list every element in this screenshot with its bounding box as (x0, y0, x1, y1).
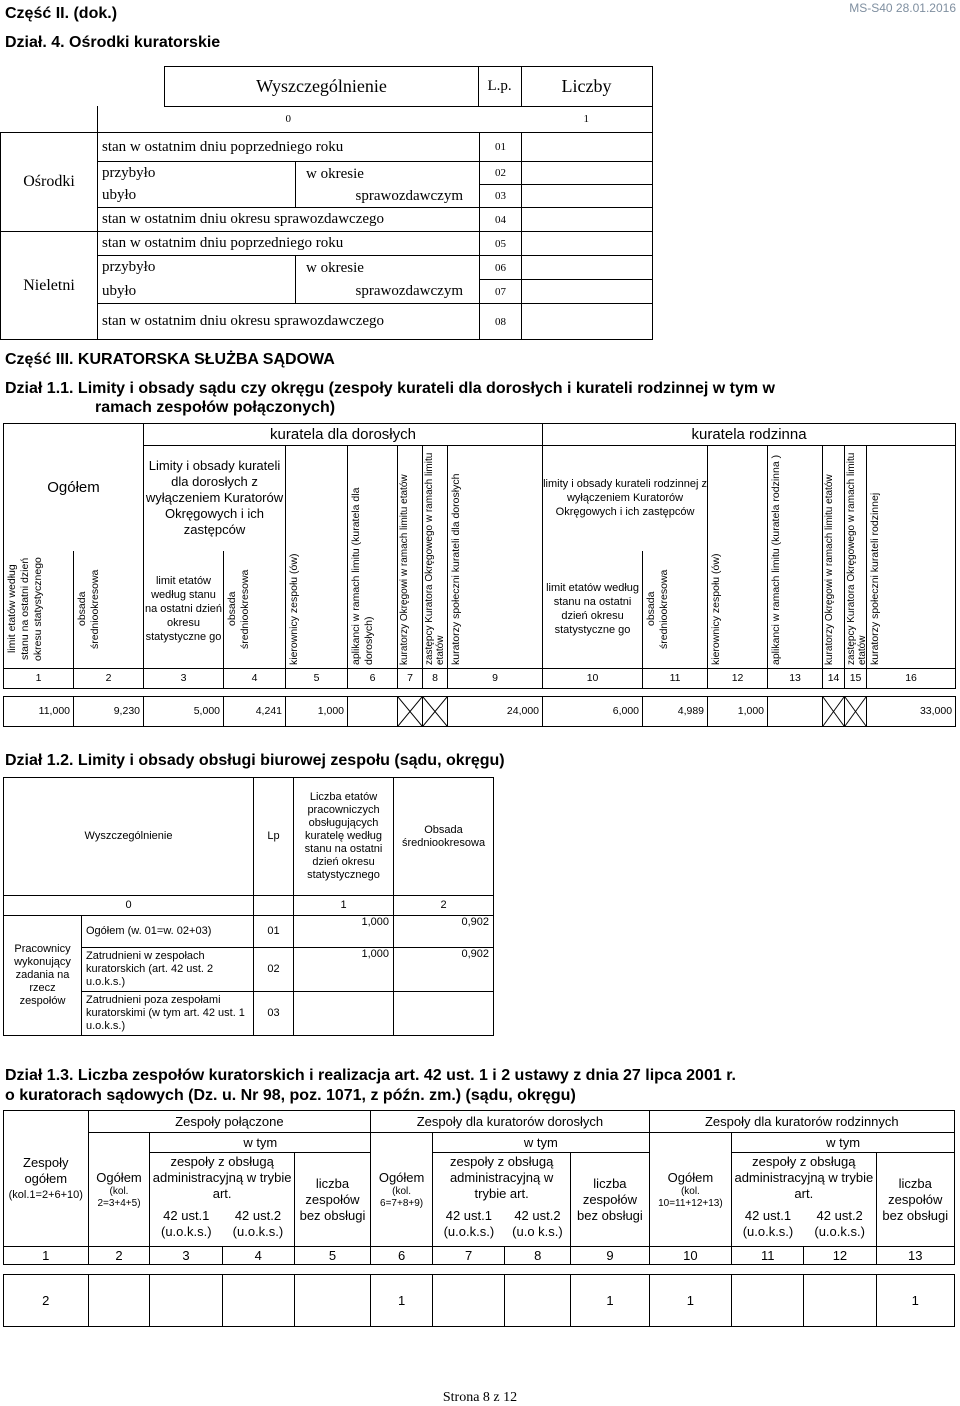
colnum: 3 (144, 669, 224, 689)
value-cell[interactable] (732, 1275, 804, 1327)
zespoly-z-obsluga: zespoły z obsługą administracyjną w trybie art. (732, 1153, 876, 1203)
section11-title: Dział 1.1. Limity i obsady sądu czy okręgu (zespoły kurateli dla dorosłych i kurateli rodzinnej w tym w ramach zespołów połączonych) (5, 380, 775, 416)
colnum: 2 (74, 669, 144, 689)
aplikanci-d-header: aplikanci w ramach limitu (kuratela dla dorosłych) (350, 487, 375, 665)
bez-obslugi: liczba zespołów bez obsługi (294, 1153, 370, 1247)
period-label-2: w okresie sprawozdawczym (296, 256, 480, 304)
value-cell[interactable]: 9,230 (74, 697, 144, 727)
colnum: 5 (294, 1247, 370, 1265)
kuratela-dorosli-header: kuratela dla dorosłych (144, 424, 543, 446)
ust2: 42 ust.2 (u.o.k.s.) (222, 1203, 294, 1247)
colnum: 8 (423, 669, 448, 689)
ust2: 42 ust.2 (u.o.k.s.) (804, 1203, 876, 1247)
value-cell[interactable] (294, 1275, 370, 1327)
value-cell[interactable]: 1,000 (708, 697, 768, 727)
colnum: 2 (394, 896, 494, 916)
group-dorosli-header: Zespoły dla kuratorów dorosłych (371, 1111, 649, 1133)
obsada-header: obsada średniookresowa (76, 569, 101, 649)
wyszczegolnienie-header: Wyszczególnienie (4, 778, 254, 896)
row-02-v2[interactable]: 0,902 (394, 948, 494, 992)
colnum: 9 (448, 669, 543, 689)
colnum: 2 (88, 1247, 150, 1265)
crossed-cell (845, 697, 867, 727)
kuratela-rodzinna-header: kuratela rodzinna (543, 424, 956, 446)
value-cell[interactable]: 1 (876, 1275, 954, 1327)
w-tym-polaczone: w tym (150, 1133, 371, 1153)
section13-table (3, 1110, 955, 1327)
row-08-value[interactable] (522, 304, 653, 340)
crossed-cell (823, 697, 845, 727)
ust1: 42 ust.1 (u.o.k.s.) (150, 1203, 222, 1247)
value-cell[interactable] (88, 1275, 150, 1327)
page-footer: Strona 8 z 12 (442, 1390, 518, 1405)
colnum: 12 (708, 669, 768, 689)
part3-title: Część III. KURATORSKA SŁUŻBA SĄDOWA (5, 351, 335, 368)
colnum: 6 (348, 669, 398, 689)
section13-colnumbers (4, 1247, 955, 1265)
row-02-value[interactable] (522, 162, 653, 185)
row-08-text: stan w ostatnim dniu okresu sprawozdawczego (98, 304, 480, 340)
zastepcy-d-header: zastępcy Kuratora Okręgowego w ramach limitu etatów (424, 452, 446, 665)
colnum: 8 (505, 1247, 571, 1265)
zastepcy-r-header: zastępcy Kuratora Okręgowego w ramach limitu etatów (846, 452, 869, 665)
value-cell[interactable]: 11,000 (4, 697, 74, 727)
osrodki-label: Ośrodki (1, 133, 98, 232)
col-number-0: 0 (97, 106, 479, 132)
crossed-cell (398, 697, 423, 727)
value-cell[interactable]: 2 (4, 1275, 89, 1327)
colnum: 16 (867, 669, 956, 689)
row-01-lp: 01 (254, 916, 294, 948)
row-06-text: przybyło (98, 256, 296, 280)
colnum: 5 (286, 669, 348, 689)
obsada-r-header: obsada średniookresowa (645, 569, 671, 649)
colnum: 13 (876, 1247, 954, 1265)
value-cell[interactable]: 1,000 (286, 697, 348, 727)
row-02-v1[interactable]: 1,000 (294, 948, 394, 992)
row-07-value[interactable] (522, 280, 653, 304)
osrodki-body (0, 106, 653, 132)
colnum: 13 (768, 669, 823, 689)
colnum: 1 (4, 1247, 89, 1265)
colnum: 11 (732, 1247, 804, 1265)
colnum: 10 (543, 669, 643, 689)
spoleczni-r-header: kuratorzy społeczni kurateli rodzinnej (869, 492, 882, 665)
row-03-lp: 03 (254, 992, 294, 1036)
group-polaczone-header: Zespoły połączone (88, 1111, 371, 1133)
document-id: MS-S40 28.01.2016 (849, 1, 956, 15)
colnum: 14 (823, 669, 845, 689)
row-02-text: przybyło (98, 162, 296, 185)
section13-values-row (4, 1275, 955, 1327)
limity-dorosli-header: Limity i obsady kurateli dla dorosłych z wyłączeniem Kuratorów Okręgowych i ich zastępców (144, 446, 286, 551)
row-05-value[interactable] (522, 232, 653, 256)
nieletni-label: Nieletni (1, 232, 98, 340)
kierownicy-r-header: kierownicy zespołu (ów) (710, 553, 723, 665)
wyszczegolnienie-header: Wyszczególnienie (165, 67, 479, 107)
colnum: 6 (371, 1247, 433, 1265)
zespoly-z-obsluga: zespoły z obsługą administracyjną w trybie art. (150, 1153, 294, 1203)
ogolem-header: Ogółem (4, 424, 144, 551)
colnum: 3 (150, 1247, 222, 1265)
kierownicy-d-header: kierownicy zespołu (ów) (288, 553, 300, 665)
value-cell[interactable]: 24,000 (448, 697, 543, 727)
bez-obslugi: liczba zespołów bez obsługi (571, 1153, 649, 1247)
zespoly-z-obsluga: zespoły z obsługą administracyjną w trybie art. (433, 1153, 571, 1203)
colnum: 0 (4, 896, 254, 916)
limity-rodzinna-header: limity i obsady kurateli rodzinnej z wyłączeniem Kuratorów Okręgowych i ich zastępców (543, 446, 708, 551)
crossed-cell (423, 697, 448, 727)
bez-obslugi: liczba zespołów bez obsługi (876, 1153, 954, 1247)
zespoly-ogolem-header: Zespoły ogółem (kol.1=2+6+10) (4, 1111, 89, 1247)
colnum: 11 (643, 669, 708, 689)
limit-short-r-header: limit etatów według stanu na ostatni dzień okresu statystyczne go (543, 551, 643, 669)
limit-etatow-header: limit etatów według stanu na ostatni dzień okresu statystycznego (6, 557, 44, 662)
obsada-header: Obsada średniookresowa (394, 778, 494, 896)
colnum: 12 (804, 1247, 876, 1265)
row-04-value[interactable] (522, 208, 653, 232)
section12-table (3, 777, 494, 1036)
aplikanci-r-header: aplikanci w ramach limitu (kuratela rodzinna ) (770, 454, 783, 665)
value-cell[interactable]: 1 (649, 1275, 732, 1327)
group-rodzinni-header: Zespoły dla kuratorów rodzinnych (649, 1111, 954, 1133)
row-03-text: Zatrudnieni poza zespołami kuratorskimi (w tym art. 42 ust. 1 u.o.k.s.) (82, 992, 254, 1036)
row-04-text: stan w ostatnim dniu okresu sprawozdawczego (98, 208, 480, 232)
part-heading: Część II. (dok.) (5, 5, 118, 22)
row-01-lp: 01 (480, 133, 522, 162)
col-number-1: 1 (521, 106, 652, 132)
row-05-lp: 05 (480, 232, 522, 256)
ogolem-rodzinni: Ogółem (kol. 10=11+12+13) (649, 1133, 732, 1247)
row-01-value[interactable] (522, 133, 653, 162)
section13-title: Dział 1.3. Liczba zespołów kuratorskich i realizacja art. 42 ust. 1 i 2 ustawy z dnia 27 lipca 2001 r. o kuratorach sądowych (Dz. u. Nr 98, poz. 1071, z późn. zm.) (sądu, okręgu) (5, 1067, 736, 1104)
row-02-lp: 02 (254, 948, 294, 992)
wyszczegolnienie-header-box (164, 66, 479, 107)
value-cell[interactable]: 5,000 (144, 697, 224, 727)
lp-header: L.p. (478, 67, 521, 107)
row-02-lp: 02 (480, 162, 522, 185)
colnum: 15 (845, 669, 867, 689)
colnum: 9 (571, 1247, 649, 1265)
value-cell[interactable]: 4,241 (224, 697, 286, 727)
row-03-v2[interactable] (394, 992, 494, 1036)
row-02-text: Zatrudnieni w zespołach kuratorskich (art. 42 ust. 2 u.o.k.s.) (82, 948, 254, 992)
w-tym-dorosli: w tym (433, 1133, 650, 1153)
colnum: 10 (649, 1247, 732, 1265)
value-cell[interactable]: 1 (571, 1275, 649, 1327)
value-cell[interactable] (768, 697, 823, 727)
liczba-header: Liczba etatów pracowniczych obsługujących kuratelę według stanu na ostatni dzień okresu statystycznego (294, 778, 394, 896)
value-cell[interactable] (348, 697, 398, 727)
value-cell[interactable]: 33,000 (867, 697, 956, 727)
colnum: 4 (224, 669, 286, 689)
colnum: 1 (294, 896, 394, 916)
kuratorzy-okr-d-header: kuratorzy Okręgowi w ramach limitu etatów (399, 473, 410, 665)
kuratorzy-okr-r-header: kuratorzy Okręgowi w ramach limitu etatów (824, 473, 836, 665)
row-01-v1[interactable]: 1,000 (294, 916, 394, 948)
colnum: 4 (222, 1247, 294, 1265)
value-cell[interactable]: 6,000 (543, 697, 643, 727)
group-label: Pracownicy wykonujący zadania na rzecz zespołów (4, 916, 82, 1036)
value-cell[interactable] (505, 1275, 571, 1327)
row-06-value[interactable] (522, 256, 653, 280)
obsada-d-header: obsada średniookresowa (226, 569, 251, 649)
row-01-text: stan w ostatnim dniu poprzedniego roku (98, 133, 480, 162)
colnum: 1 (4, 669, 74, 689)
section11-table (3, 423, 956, 727)
row-08-lp: 08 (480, 304, 522, 340)
colnum: 7 (398, 669, 423, 689)
w-tym-rodzinni: w tym (732, 1133, 955, 1153)
section11-colnumbers (4, 669, 956, 689)
row-01-v2[interactable]: 0,902 (394, 916, 494, 948)
limit-short-d-header: limit etatów według stanu na ostatni dzień okresu statystyczne go (144, 551, 224, 669)
value-cell[interactable] (222, 1275, 294, 1327)
colnum: 7 (433, 1247, 505, 1265)
row-04-lp: 04 (480, 208, 522, 232)
row-03-text: ubyło (98, 185, 296, 208)
ust1: 42 ust.1 (u.o.k.s.) (433, 1203, 505, 1247)
value-cell[interactable] (433, 1275, 505, 1327)
row-03-v1[interactable] (294, 992, 394, 1036)
liczby-header: Liczby (521, 67, 652, 107)
period-label-1: w okresie sprawozdawczym (296, 162, 480, 208)
value-cell[interactable]: 4,989 (643, 697, 708, 727)
value-cell[interactable] (150, 1275, 222, 1327)
row-03-value[interactable] (522, 185, 653, 208)
row-01-text: Ogółem (w. 01=w. 02+03) (82, 916, 254, 948)
row-03-lp: 03 (480, 185, 522, 208)
row-07-text: ubyło (98, 280, 296, 304)
ogolem-dorosli: Ogółem (kol. 6=7+8+9) (371, 1133, 433, 1247)
section11-values-row (4, 697, 956, 727)
row-05-text: stan w ostatnim dniu poprzedniego roku (98, 232, 480, 256)
row-07-lp: 07 (480, 280, 522, 304)
ust1: 42 ust.1 (u.o.k.s.) (732, 1203, 804, 1247)
section-heading: Dział. 4. Ośrodki kuratorskie (5, 34, 221, 51)
osrodki-rows (0, 132, 653, 340)
lp-header: Lp (254, 778, 294, 896)
spoleczni-d-header: kuratorzy społeczni kurateli dla dorosłych (450, 473, 462, 665)
value-cell[interactable] (804, 1275, 876, 1327)
value-cell[interactable]: 1 (371, 1275, 433, 1327)
ust2: 42 ust.2 (u.o k.s.) (505, 1203, 571, 1247)
row-06-lp: 06 (480, 256, 522, 280)
ogolem-polaczone: Ogółem (kol. 2=3+4+5) (88, 1133, 150, 1247)
section12-title: Dział 1.2. Limity i obsady obsługi biurowej zespołu (sądu, okręgu) (5, 752, 505, 769)
